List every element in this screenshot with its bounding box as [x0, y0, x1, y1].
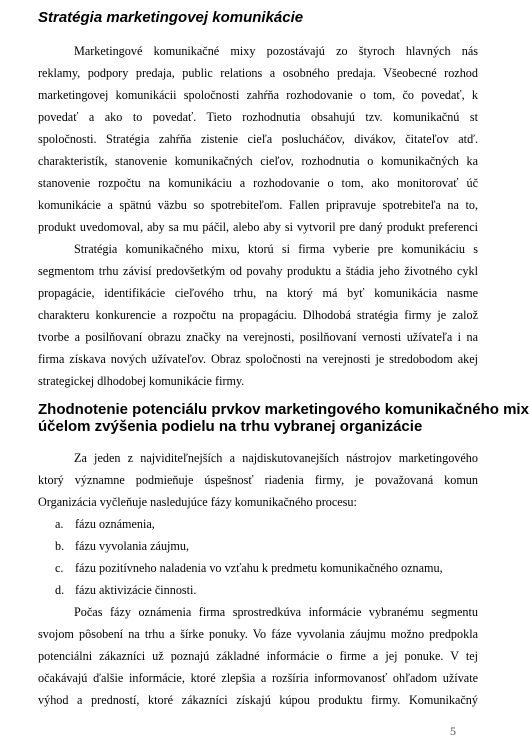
- paragraph-line: marketingovej komunikácii spoločnosti zahŕňa rozhodovanie o tom, čo povedať, k: [38, 88, 478, 102]
- paragraph-line: segmentom trhu závisí predovšetkým od povahy produktu a štádia jeho životného cykl: [38, 264, 478, 278]
- list-text: fázu aktivizácie činnosti.: [75, 583, 197, 597]
- list-text: fázu pozitívneho naladenia vo vzťahu k predmetu komunikačného oznamu,: [75, 561, 443, 575]
- heading-line: Zhodnotenie potenciálu prvkov marketingového komunikačného mix: [38, 401, 529, 418]
- list-item: [55, 516, 155, 532]
- paragraph-line: očakávajú ďalšie informácie, ktoré zlepšia a rozšíria informovanosť ohľadom užívate: [38, 671, 478, 685]
- list-marker: c.: [55, 561, 64, 575]
- section-heading-strategy: Stratégia marketingovej komunikácie: [38, 9, 304, 26]
- paragraph-line: produkt uvedomoval, aby sa mu páčil, alebo aby si vytvoril pre daný produkt preferenci: [38, 220, 478, 234]
- paragraph-line: Organizácia vyčleňuje nasledujúce fázy komunikačného procesu:: [38, 495, 357, 509]
- paragraph-line: propagácie, identifikácie cieľového trhu, na ktorý má byť komunikácia nasme: [38, 286, 478, 300]
- list-marker: b.: [55, 539, 65, 553]
- paragraph-line: reklamy, podpory predaja, public relations a osobného predaja. Všeobecné rozhod: [38, 66, 478, 80]
- paragraph-line: tvorbe a posilňovaní obrazu značky na verejnosti, posilňovaní vernosti užívateľa i na: [38, 330, 478, 344]
- paragraph-line: ktorý významne podmieňuje úspešnosť riadenia firmy, je považovaná komun: [38, 473, 478, 487]
- paragraph-line: spoločnosti. Stratégia zahŕňa zistenie cieľa poslucháčov, divákov, čitateľov atď.: [38, 132, 478, 146]
- list-text: fázu oznámenia,: [75, 517, 155, 531]
- paragraph-line: firma získava nových užívateľov. Obraz spoločnosti na verejnosti je stredobodom akej: [38, 352, 478, 366]
- paragraph-line: Za jeden z najviditeľnejších a najdiskutovanejších nástrojov marketingového: [74, 451, 478, 465]
- list-item: [55, 538, 189, 554]
- list-text: fázu vyvolania záujmu,: [75, 539, 190, 553]
- list-marker: a.: [55, 517, 64, 531]
- paragraph-line: povedať a ako to povedať. Tieto rozhodnutia obsahujú tzv. komunikačnú st: [38, 110, 478, 124]
- list-marker: d.: [55, 583, 65, 597]
- paragraph-line: stanovenie rozpočtu na komunikáciu a rozhodovanie o tom, ako monitorovať úč: [38, 176, 478, 190]
- page-number: 5: [450, 724, 456, 738]
- paragraph-line: Stratégia komunikačného mixu, ktorú si firma vyberie pre komunikáciu s: [74, 242, 478, 256]
- paragraph-line: charakteru konkurencie a rozpočtu na propagáciu. Dlhodobá stratégia firmy je založ: [38, 308, 478, 322]
- paragraph-line: charakteristík, stanovenie komunikačných cieľov, rozhodnutia o komunikačných ka: [38, 154, 478, 168]
- paragraph-line: potenciálni zákazníci už poznajú základné informácie o firme a jej ponuke. V tej: [38, 649, 478, 663]
- paragraph-line: Počas fázy oznámenia firma sprostredkúva informácie vybranému segmentu: [74, 605, 478, 619]
- heading-line: účelom zvýšenia podielu na trhu vybranej organizácie: [38, 418, 423, 435]
- paragraph-line: výhod a predností, ktoré zákazníci získajú kúpou produktu firmy. Komunikačný: [38, 693, 478, 707]
- list-item: [55, 582, 196, 598]
- list-item: [55, 560, 443, 576]
- paragraph-line: Marketingové komunikačné mixy pozostávajú zo štyroch hlavných nás: [74, 44, 478, 58]
- section-heading-evaluation: [38, 401, 529, 435]
- paragraph-line: komunikácie a spätnú väzbu so spotrebiteľom. Fallen pripravuje spotrebiteľa na to,: [38, 198, 478, 212]
- paragraph-line: svojom pôsobení na trhu a šírke ponuky. Vo fáze vyvolania záujmu možno predpokla: [38, 627, 478, 641]
- paragraph-line: strategickej dlhodobej komunikácie firmy.: [38, 374, 245, 388]
